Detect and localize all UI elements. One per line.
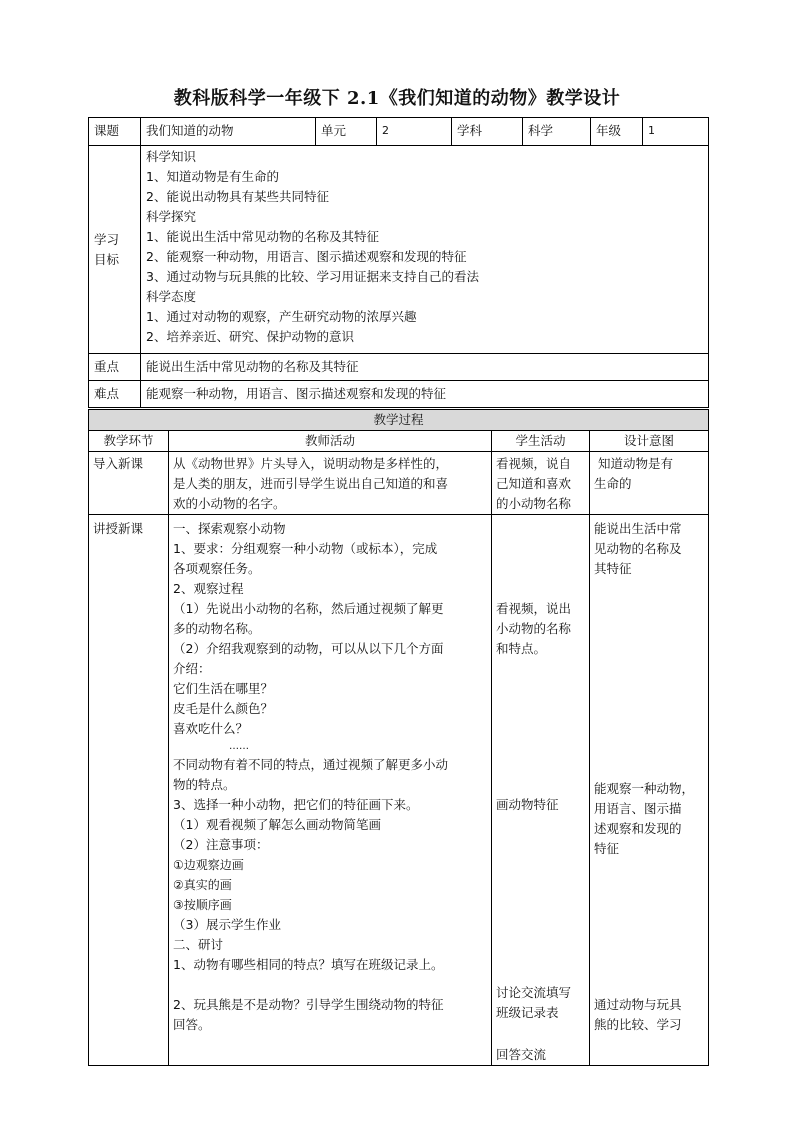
process-title: 教学过程 (89, 410, 709, 431)
xue-ke-value: 科学 (523, 118, 591, 146)
xue-ke-label: 学科 (452, 118, 523, 146)
lecture-intent (590, 515, 709, 1066)
intro-student-line: 己知道和喜欢 (496, 476, 572, 491)
intro-teacher-line: 是人类的朋友，进而引导学生说出自己知道的和喜 (173, 476, 449, 491)
goal-line: 2、能观察一种动物，用语言、图示描述观察和发现的特征 (146, 249, 467, 264)
lecture-intent-line: 见动物的名称及 (594, 541, 682, 556)
process-table (88, 409, 709, 1066)
key-point-value: 能说出生活中常见动物的名称及其特征 (141, 354, 709, 381)
lecture-student-line: 看视频，说出 (496, 601, 572, 616)
header-intent: 设计意图 (590, 431, 709, 452)
goal-line: 1、能说出生活中常见动物的名称及其特征 (146, 229, 379, 244)
intro-intent-line: 知道动物是有 (594, 456, 673, 471)
intro-teacher-line: 欢的小动物的名字。 (173, 496, 286, 511)
lecture-teacher-line: 一、探索观察小动物 (173, 521, 286, 536)
ke-ti-value: 我们知道的动物 (141, 118, 316, 146)
lecture-teacher-line: 各项观察任务。 (173, 561, 261, 576)
document-title: 教科版科学一年级下 2.1《我们知道的动物》教学设计 (173, 88, 621, 109)
lecture-teacher-line: …… (229, 741, 249, 752)
lecture-teacher-line: 3、选择一种小动物，把它们的特征画下来。 (173, 797, 419, 812)
lecture-teacher-line: 介绍： (173, 661, 211, 676)
lecture-teacher-line: （1）先说出小动物的名称，然后通过视频了解更 (173, 601, 444, 616)
difficulty-label: 难点 (89, 381, 141, 408)
goals-label (89, 146, 141, 354)
lecture-intent-line: 其特征 (594, 561, 632, 576)
lecture-teacher-line: 1、要求：分组观察一种小动物（或标本），完成 (173, 541, 438, 556)
ke-ti-label: 课题 (89, 118, 141, 146)
intro-intent (590, 452, 709, 515)
lecture-student (492, 515, 590, 1066)
info-table (88, 117, 709, 408)
lecture-teacher-line: （3）展示学生作业 (173, 917, 281, 932)
goal-line: 2、培养亲近、研究、保护动物的意识 (146, 329, 354, 344)
lecture-teacher-line: ③按顺序画 (173, 898, 232, 912)
goal-line: 2、能说出动物具有某些共同特征 (146, 189, 329, 204)
goals-label-line-2: 目标 (94, 251, 120, 267)
lecture-intent-line: 通过动物与玩具 (594, 997, 682, 1012)
lecture-teacher-line: 多的动物名称。 (173, 621, 261, 636)
dan-yuan-label: 单元 (316, 118, 377, 146)
intro-intent-line: 生命的 (594, 476, 632, 491)
intro-teacher-line: 从《动物世界》片头导入，说明动物是多样性的， (173, 456, 449, 471)
lecture-student-line: 画动物特征 (496, 797, 559, 812)
goal-line: 科学知识 (146, 149, 197, 164)
goal-line: 科学探究 (146, 209, 197, 224)
intro-student-line: 看视频，说自 (496, 456, 572, 471)
lecture-student-line: 和特点。 (496, 641, 547, 656)
lecture-intent-line: 用语言、图示描 (594, 801, 682, 816)
lecture-teacher-line: 它们生活在哪里？ (173, 681, 274, 696)
goal-line: 1、通过对动物的观察，产生研究动物的浓厚兴趣 (146, 309, 417, 324)
lecture-student-line: 回答交流 (496, 1047, 547, 1062)
intro-teacher (169, 452, 492, 515)
goal-line: 3、通过动物与玩具熊的比较、学习用证据来支持自己的看法 (146, 269, 479, 284)
lecture-teacher-line: 2、玩具熊是不是动物？引导学生围绕动物的特征 (173, 997, 444, 1012)
lecture-teacher-line: 不同动物有着不同的特点，通过视频了解更多小动 (173, 757, 449, 772)
intro-stage: 导入新课 (89, 452, 169, 515)
lecture-stage: 讲授新课 (89, 515, 169, 1066)
nian-ji-value: 1 (643, 118, 709, 146)
lecture-teacher-line: ②真实的画 (173, 878, 232, 892)
lecture-teacher (169, 515, 492, 1066)
lecture-teacher-line: （2）注意事项： (173, 837, 269, 852)
dan-yuan-value: 2 (377, 118, 452, 146)
goal-line: 科学态度 (146, 289, 197, 304)
goals-content (141, 146, 709, 354)
goal-line: 1、知道动物是有生命的 (146, 169, 279, 184)
lecture-teacher-line: ①边观察边画 (173, 858, 244, 872)
lecture-intent-line: 能观察一种动物， (594, 781, 695, 796)
lecture-intent-line: 特征 (594, 841, 620, 856)
lecture-teacher-line: 喜欢吃什么？ (173, 721, 249, 736)
header-student: 学生活动 (492, 431, 590, 452)
lecture-teacher-line: 二、研讨 (173, 937, 224, 952)
lecture-teacher-line: 2、观察过程 (173, 581, 244, 596)
lecture-intent-line: 熊的比较、学习 (594, 1017, 682, 1032)
lecture-teacher-line: 物的特点。 (173, 777, 236, 792)
lecture-teacher-line: （1）观看视频了解怎么画动物简笔画 (173, 817, 381, 832)
key-point-label: 重点 (89, 354, 141, 381)
lecture-teacher-line: 1、动物有哪些相同的特点？填写在班级记录上。 (173, 957, 444, 972)
difficulty-value: 能观察一种动物，用语言、图示描述观察和发现的特征 (141, 381, 709, 408)
nian-ji-label: 年级 (591, 118, 643, 146)
lecture-teacher-line: （2）介绍我观察到的动物，可以从以下几个方面 (173, 641, 444, 656)
intro-student (492, 452, 590, 515)
lecture-teacher-line: 回答。 (173, 1017, 211, 1032)
header-stage: 教学环节 (89, 431, 169, 452)
lecture-student-line: 讨论交流填写 (496, 985, 572, 1000)
header-teacher: 教师活动 (169, 431, 492, 452)
lecture-student-line: 班级记录表 (496, 1005, 559, 1020)
intro-student-line: 的小动物名称 (496, 496, 572, 511)
lecture-intent-line: 述观察和发现的 (594, 821, 682, 836)
lecture-student-line: 小动物的名称 (496, 621, 572, 636)
lecture-teacher-line: 皮毛是什么颜色？ (173, 701, 274, 716)
lecture-intent-line: 能说出生活中常 (594, 521, 682, 536)
goals-label-line-1: 学习 (94, 231, 120, 247)
